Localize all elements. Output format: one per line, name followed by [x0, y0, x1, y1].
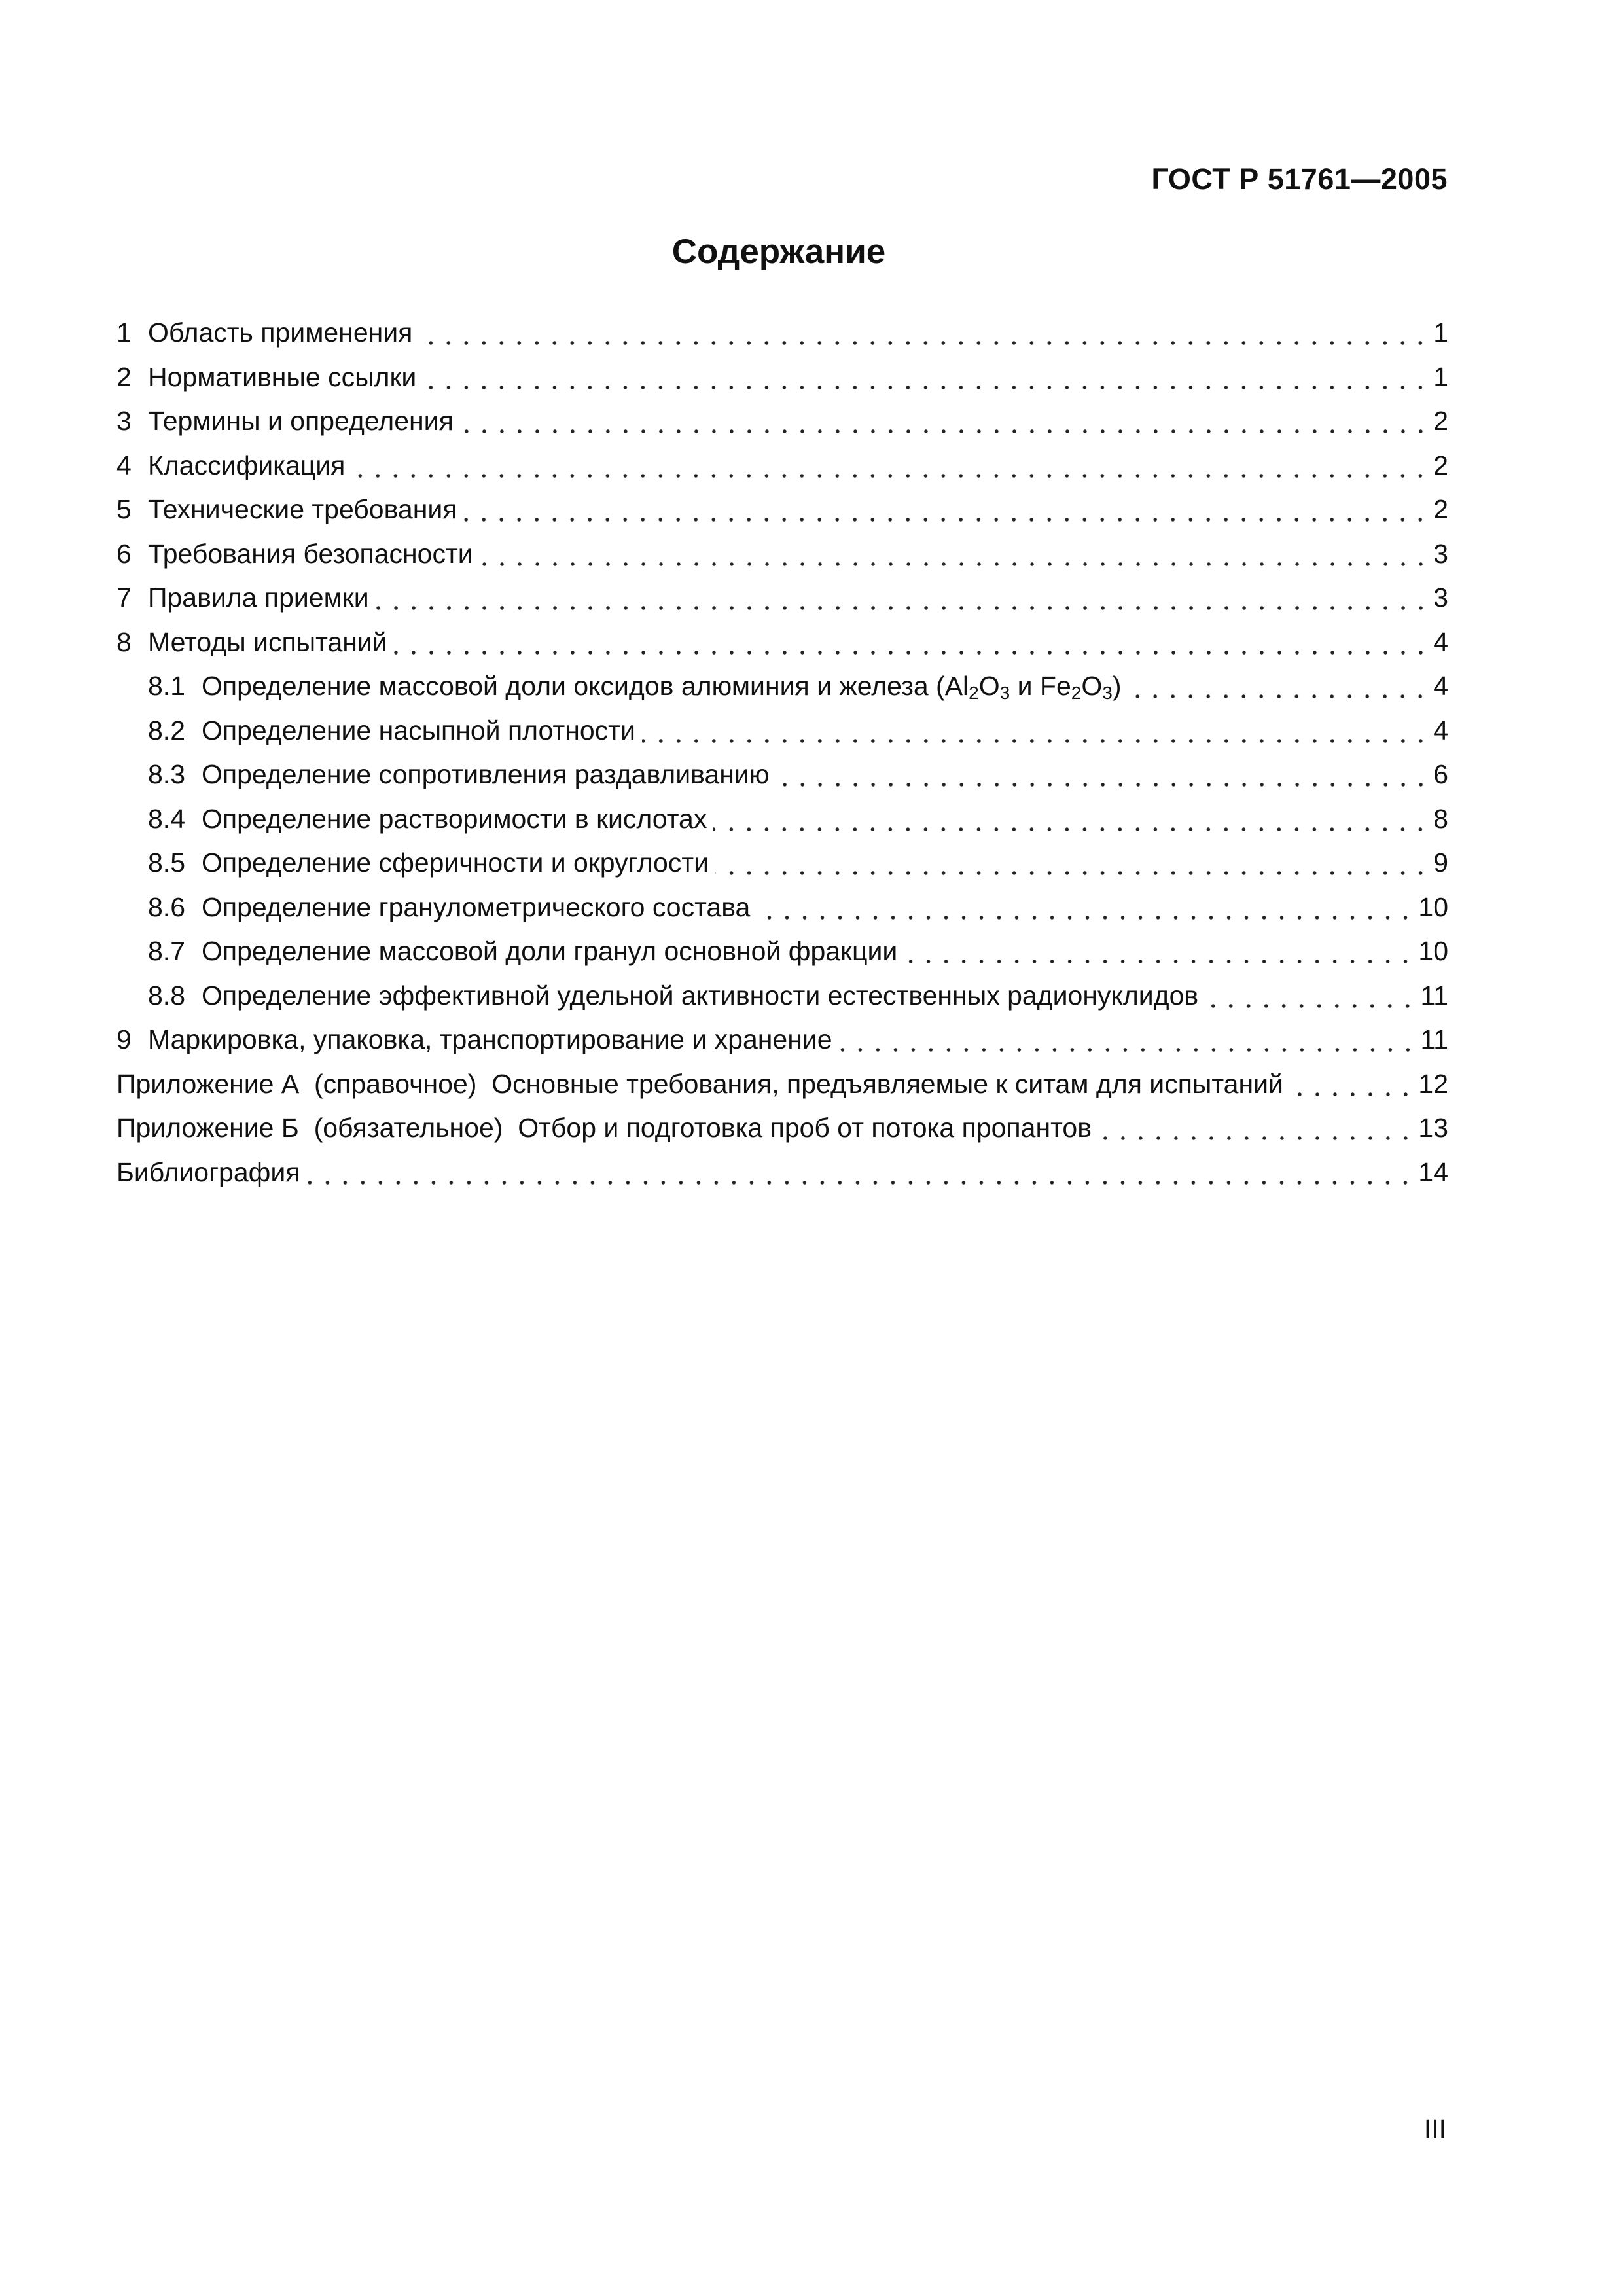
toc-item-number: 8	[116, 626, 132, 657]
toc-item[interactable]	[116, 444, 1448, 488]
toc-item-label: Определение массовой доли гранул основной фракции	[202, 936, 898, 967]
dot-leader	[904, 938, 1414, 965]
document-id: ГОСТ Р 51761—2005	[1151, 162, 1448, 196]
toc-item-label: Методы испытаний	[148, 626, 387, 657]
toc-item-label: Требования безопасности	[148, 538, 473, 569]
toc-item-page: 2	[1433, 450, 1448, 480]
toc-item-label: Область применения	[148, 317, 413, 348]
toc-item-number: 9	[116, 1024, 132, 1055]
toc-item-page: 2	[1433, 494, 1448, 525]
toc-item-page: 2	[1433, 406, 1448, 437]
toc-item-page: 6	[1433, 759, 1448, 790]
dot-leader	[423, 364, 1429, 391]
toc-item[interactable]	[116, 576, 1448, 620]
toc-item-number: 1	[116, 317, 132, 348]
toc-item-label: Определение массовой доли оксидов алюминия и железа ($Al_2O_3$ и $Fe_2O_3$)	[202, 671, 1122, 704]
toc-item[interactable]	[116, 620, 1448, 665]
toc-item-number: 8.4	[148, 803, 185, 834]
toc-item-page: 14	[1418, 1157, 1448, 1187]
toc-item-page: 3	[1433, 583, 1448, 613]
appendix-kind: (справочное)	[314, 1068, 477, 1099]
toc-item-number: 8.1	[148, 671, 185, 702]
toc-item[interactable]	[116, 1018, 1448, 1062]
toc-item[interactable]	[116, 488, 1448, 532]
toc-item[interactable]	[116, 311, 1448, 355]
toc-item-number: 4	[116, 450, 132, 480]
toc-item-page: 9	[1433, 848, 1448, 878]
toc-item-label: Классификация	[148, 450, 346, 480]
toc-subitem[interactable]	[116, 797, 1448, 842]
toc-item-label: Определение насыпной плотности	[202, 715, 635, 745]
toc-item-page: 11	[1420, 980, 1448, 1011]
dot-leader	[642, 717, 1429, 744]
toc-item-label: Маркировка, упаковка, транспортирование и хранение	[148, 1024, 832, 1055]
toc-item-page: 3	[1433, 538, 1448, 569]
dot-leader	[394, 629, 1429, 656]
toc-item-page: 10	[1418, 891, 1448, 922]
toc-subitem[interactable]	[116, 841, 1448, 886]
toc-item-number: 8.5	[148, 848, 185, 878]
toc-item-number: 5	[116, 494, 132, 525]
dot-leader	[757, 894, 1414, 921]
table-of-contents	[116, 311, 1448, 1194]
toc-item-label: Библиография	[116, 1157, 300, 1187]
toc-subitem[interactable]	[116, 929, 1448, 974]
toc-item-number: 8.6	[148, 891, 185, 922]
toc-item-number: 8.8	[148, 980, 185, 1011]
toc-item-page: 1	[1433, 361, 1448, 392]
toc-item-label: Определение гранулометрического состава	[202, 891, 751, 922]
toc-item-label: Определение сферичности и округлости	[202, 848, 709, 878]
dot-leader	[351, 452, 1429, 479]
dot-leader	[376, 584, 1430, 611]
toc-item-number: 7	[116, 583, 132, 613]
dot-leader	[1098, 1115, 1414, 1141]
toc-item-label: Определение растворимости в кислотах	[202, 803, 707, 834]
dot-leader	[1290, 1071, 1414, 1098]
toc-title: Содержание	[671, 232, 886, 271]
dot-leader	[460, 408, 1429, 435]
toc-item[interactable]	[116, 399, 1448, 444]
toc-bibliography[interactable]	[116, 1151, 1448, 1195]
toc-item-page: 10	[1418, 936, 1448, 967]
toc-item-page: 13	[1418, 1113, 1448, 1143]
dot-leader	[715, 850, 1429, 876]
appendix-title: Отбор и подготовка проб от потока пропантов	[518, 1113, 1092, 1143]
toc-appendix-b[interactable]	[116, 1106, 1448, 1151]
toc-item-page: 8	[1433, 803, 1448, 834]
toc-item-label: Термины и определения	[148, 406, 454, 437]
toc-item-page: 12	[1418, 1068, 1448, 1099]
toc-subitem[interactable]	[116, 974, 1448, 1018]
toc-item-page: 11	[1420, 1024, 1448, 1055]
dot-leader	[1128, 673, 1429, 700]
appendix-name: Приложение А	[116, 1068, 300, 1099]
toc-subitem[interactable]	[116, 664, 1448, 709]
toc-item-page: 4	[1433, 626, 1448, 657]
appendix-name: Приложение Б	[116, 1113, 299, 1143]
appendix-title: Основные требования, предъявляемые к ситам для испытаний	[491, 1068, 1283, 1099]
toc-item-label	[116, 1068, 1283, 1099]
toc-item-number: 8.2	[148, 715, 185, 745]
dot-leader	[1205, 982, 1416, 1009]
toc-appendix-a[interactable]	[116, 1062, 1448, 1107]
page-number: III	[1423, 2114, 1446, 2144]
toc-item[interactable]	[116, 355, 1448, 400]
toc-item-label: Правила приемки	[148, 583, 369, 613]
toc-item-label	[116, 1115, 1092, 1141]
dot-leader	[419, 319, 1429, 346]
dot-leader	[463, 496, 1429, 523]
toc-subitem[interactable]	[116, 753, 1448, 797]
dot-leader	[480, 541, 1430, 567]
toc-item-number: 6	[116, 538, 132, 569]
dot-leader	[839, 1026, 1417, 1053]
toc-item-label: Нормативные ссылки	[148, 361, 417, 392]
toc-item-label: Технические требования	[148, 494, 457, 525]
toc-item-number: 2	[116, 361, 132, 392]
appendix-kind: (обязательное)	[313, 1113, 503, 1143]
toc-item-number: 8.3	[148, 759, 185, 790]
dot-leader	[713, 806, 1429, 833]
dot-leader	[776, 761, 1430, 788]
toc-item-page: 1	[1433, 317, 1448, 348]
toc-item-label: Определение сопротивления раздавливанию	[202, 759, 770, 790]
toc-subitem[interactable]	[116, 709, 1448, 753]
toc-subitem[interactable]	[116, 886, 1448, 930]
toc-item-number: 3	[116, 406, 132, 437]
toc-item[interactable]	[116, 532, 1448, 577]
dot-leader	[306, 1159, 1414, 1186]
toc-item-label: Определение эффективной удельной активности естественных радионуклидов	[202, 980, 1199, 1011]
toc-item-number: 8.7	[148, 936, 185, 967]
toc-item-page: 4	[1433, 671, 1448, 702]
toc-item-page: 4	[1433, 715, 1448, 745]
